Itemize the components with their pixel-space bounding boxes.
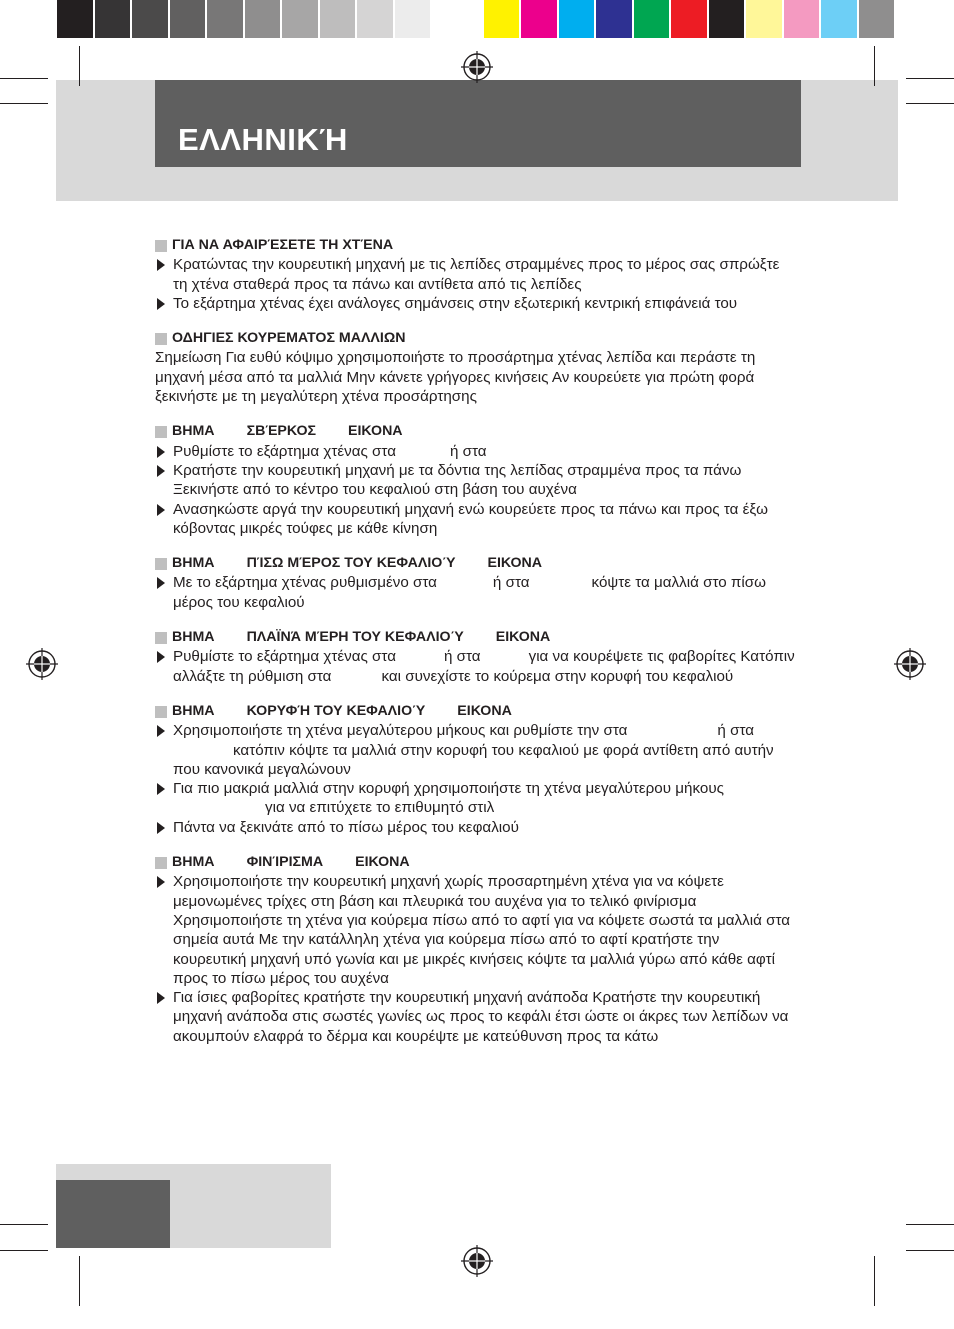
color-swatch [484, 0, 522, 38]
crop-mark [0, 1224, 48, 1225]
note-paragraph: Σημείωση Για ευθύ κόψιμο χρησιμοποιήστε το προσάρτημα χτένας λεπίδα και περάστε τη μηχανή μέσα από τα μαλλιά Μην κάνετε γρήγορες κινήσεις Αν κουρεύετε για πρώτη φορά ξεκινήστε με τη μεγαλύτερη χτένα προσάρτησης [155, 349, 756, 406]
color-swatch [245, 0, 283, 38]
color-swatch [746, 0, 784, 38]
crop-mark [874, 46, 875, 86]
list-item: Χρησιμοποιήστε την κουρευτική μηχανή χωρίς προσαρτημένη χτένα για να κόψετε μεμονωμένες τρίχες στη βάση και πλευρικά του αυχένα για το τελικό φινίρισμα Χρησιμοποιήστε τη χτένα για κούρεμα πίσω από το αφτί για να κόψετε σωστά τα μαλλιά στα σημεία αυτά Με την κατάλληλη χτένα για κούρεμα πίσω από το αφτί κρατήστε την κουρευτική μηχανή υπό γωνία και με μικρές κινήσεις κόψτε τα μαλλιά γύρω από κάθε αφτί προς το πίσω μέρος του αυχένα [155, 872, 795, 988]
list-item: Ρυθμίστε το εξάρτημα χτένας στα ή στα για να κουρέψετε τις φαβορίτες Κατόπιν αλλάξτε τη ρύθμιση στα και συνεχίστε το κούρεμα στην κορυφή του κεφαλιού [155, 647, 795, 686]
registration-mark-icon [461, 1245, 493, 1277]
color-swatch [282, 0, 320, 38]
color-swatch [395, 0, 433, 38]
crop-mark [906, 103, 954, 104]
instructions-body [155, 236, 795, 1046]
color-swatch [357, 0, 395, 38]
bullet-list [155, 872, 795, 1046]
list-item: Χρησιμοποιήστε τη χτένα μεγαλύτερου μήκους και ρυθμίστε την στα ή στακατόπιν κόψτε τα μαλλιά στην κορυφή του κεφαλιού με φορά αντίθετη από αυτήν που κανονικά μεγαλώνουν [155, 721, 795, 779]
color-swatch [596, 0, 634, 38]
swatch-gap [470, 0, 484, 39]
color-swatch [859, 0, 897, 38]
bullet-list [155, 255, 795, 313]
color-swatch [521, 0, 559, 38]
page-number-tab [56, 1180, 170, 1248]
color-swatch [634, 0, 672, 38]
section-heading-step-finishing: ΒΗΜΑ ΦΙΝΊΡΙΣΜΑ ΕΙΚΟΝΑ [155, 853, 795, 872]
crop-mark [906, 1224, 954, 1225]
section-heading-step-nape: ΒΗΜΑ ΣΒΈΡΚΟΣ ΕΙΚΟΝΑ [155, 422, 795, 441]
crop-mark [0, 78, 48, 79]
list-item: Κρατώντας την κουρευτική μηχανή με τις λεπίδες στραμμένες προς το μέρος σας σπρώξτε τη χτένα σταθερά προς τα πάνω και αντίθετα από τις λεπίδες [155, 255, 795, 294]
list-item: Ανασηκώστε αργά την κουρευτική μηχανή ενώ κουρεύετε προς τα πάνω και προς τα έξω κόβοντας μικρές τούφες με κάθε κίνηση [155, 500, 795, 539]
registration-mark-icon [894, 648, 926, 680]
color-swatch [784, 0, 822, 38]
section-heading-step-back-of-head: ΒΗΜΑ ΠΊΣΩ ΜΈΡΟΣ ΤΟΥ ΚΕΦΑΛΙΟΎ ΕΙΚΟΝΑ [155, 554, 795, 573]
heading-square-icon [155, 706, 167, 718]
section-heading-step-sides: ΒΗΜΑ ΠΛΑΪΝΆ ΜΈΡΗ ΤΟΥ ΚΕΦΑΛΙΟΎ ΕΙΚΟΝΑ [155, 628, 795, 647]
heading-square-icon [155, 857, 167, 869]
color-swatch [671, 0, 709, 38]
registration-mark-icon [461, 51, 493, 83]
section-heading-haircut-instructions: ΟΔΗΓΙΕΣ ΚΟΥΡΕΜΑΤΟΣ ΜΑΛΛΙΩΝ [155, 329, 795, 348]
crop-mark [79, 1256, 80, 1306]
crop-mark [79, 46, 80, 86]
list-item: Πάντα να ξεκινάτε από το πίσω μέρος του κεφαλιού [155, 818, 795, 837]
heading-square-icon [155, 632, 167, 644]
color-swatch [559, 0, 597, 38]
crop-mark [0, 1250, 48, 1251]
bullet-list [155, 647, 795, 686]
color-calibration-strip [57, 0, 896, 39]
color-swatch [57, 0, 95, 38]
color-swatch [320, 0, 358, 38]
registration-mark-icon [26, 648, 58, 680]
bullet-list [155, 442, 795, 538]
crop-mark [0, 103, 48, 104]
heading-square-icon [155, 426, 167, 438]
list-item: Με το εξάρτημα χτένας ρυθμισμένο στα ή στα κόψτε τα μαλλιά στο πίσω μέρος του κεφαλιού [155, 573, 795, 612]
color-swatch [170, 0, 208, 38]
color-swatch [709, 0, 747, 38]
color-swatch [132, 0, 170, 38]
heading-square-icon [155, 333, 167, 345]
color-swatch [432, 0, 470, 38]
list-item: Κρατήστε την κουρευτική μηχανή με τα δόντια της λεπίδας στραμμένα προς τα πάνω Ξεκινήστε από το κέντρο του κεφαλιού στη βάση του αυχένα [155, 461, 795, 500]
list-item: Για πιο μακριά μαλλιά στην κορυφή χρησιμοποιήστε τη χτένα μεγαλύτερου μήκουςγια να επιτύχετε το επιθυμητό στιλ [155, 779, 795, 818]
color-swatch [207, 0, 245, 38]
heading-square-icon [155, 558, 167, 570]
bullet-list [155, 721, 795, 837]
section-heading-remove-comb: ΓΙΑ ΝΑ ΑΦΑΙΡΈΣΕΤΕ ΤΗ ΧΤΈΝΑ [155, 236, 795, 255]
section-heading-step-crown: ΒΗΜΑ ΚΟΡΥΦΉ ΤΟΥ ΚΕΦΑΛΙΟΎ ΕΙΚΟΝΑ [155, 702, 795, 721]
list-item: Ρυθμίστε το εξάρτημα χτένας στα ή στα [155, 442, 795, 461]
page-title: ΕΛΛΗΝΙΚΉ [178, 122, 348, 157]
list-item: Για ίσιες φαβορίτες κρατήστε την κουρευτική μηχανή ανάποδα Κρατήστε την κουρευτική μηχανή ανάποδα στις σωστές γωνίες ως προς το κεφάλι έτσι ώστε οι άκρες των λεπίδων να ακουμπούν ελαφρά το δέρμα και κουρέψτε με κατεύθυνση προς τα κάτω [155, 988, 795, 1046]
crop-mark [906, 78, 954, 79]
bullet-list [155, 573, 795, 612]
heading-square-icon [155, 240, 167, 252]
crop-mark [874, 1256, 875, 1306]
color-swatch [821, 0, 859, 38]
color-swatch [95, 0, 133, 38]
crop-mark [906, 1250, 954, 1251]
list-item: Το εξάρτημα χτένας έχει ανάλογες σημάνσεις στην εξωτερική κεντρική επιφάνειά του [155, 294, 795, 313]
